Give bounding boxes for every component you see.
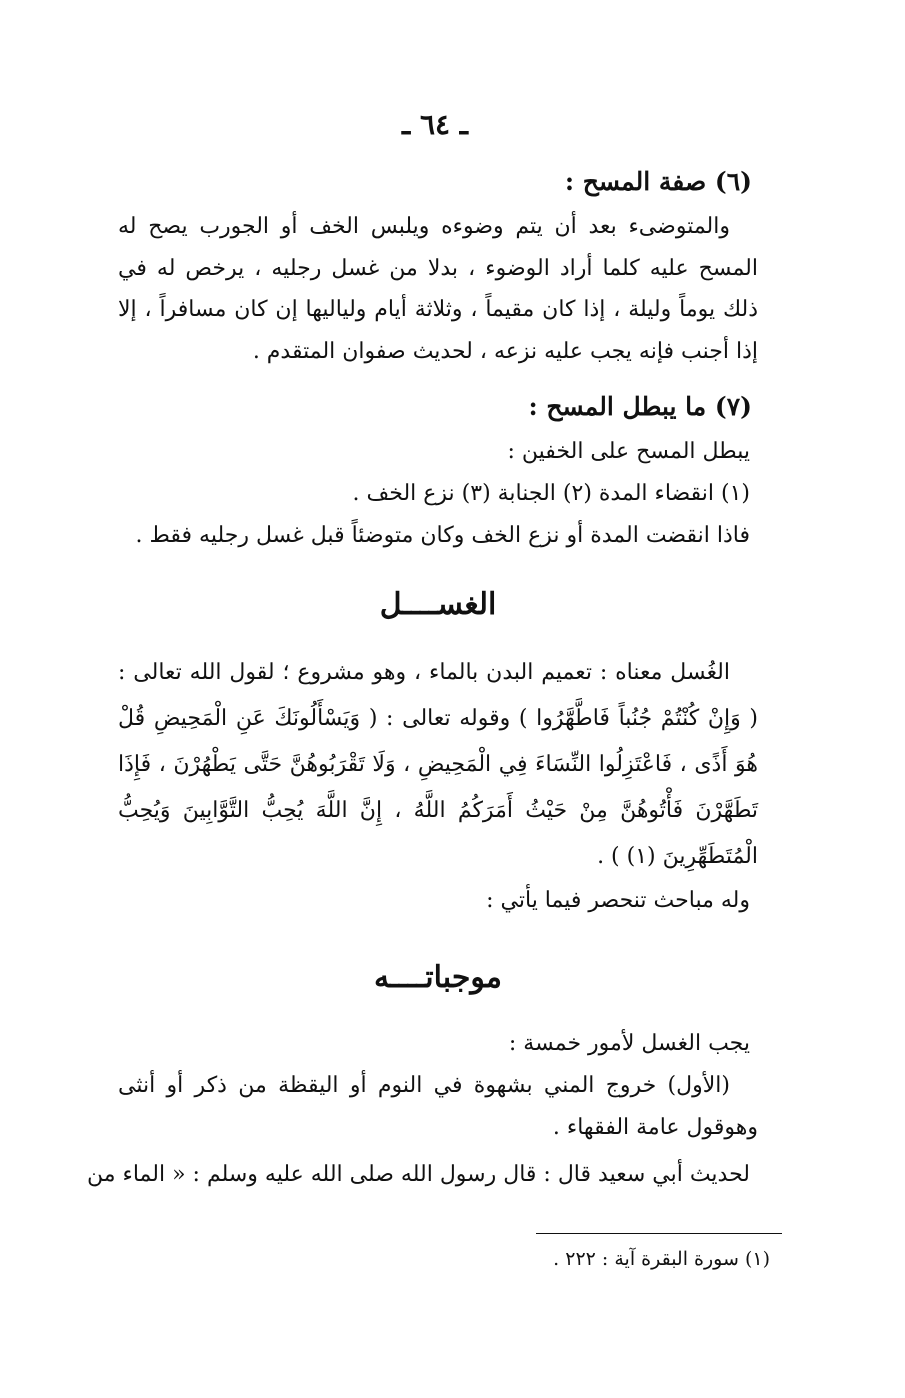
ghusl-heading: الغســــل xyxy=(379,587,497,622)
section-7-list: (١) انقضاء المدة (٢) الجنابة (٣) نزع الخف . xyxy=(352,481,750,506)
section-6-title: (٦) صفة المسح : xyxy=(564,167,752,196)
mujibat-hadith: لحديث أبي سعيد قال : قال رسول الله صلى الله عليه وسلم : « الماء من xyxy=(86,1162,750,1187)
mujibat-heading: موجباتــــه xyxy=(374,960,502,995)
footnote: (١) سورة البقرة آية : ٢٢٢ . xyxy=(553,1248,770,1270)
page-number: ـ ٦٤ ـ xyxy=(402,108,468,141)
document-page xyxy=(86,108,758,1196)
footnote-divider xyxy=(536,1233,782,1234)
section-7-paragraph: فاذا انقضت المدة أو نزع الخف وكان متوضئاً قبل غسل رجليه فقط . xyxy=(135,523,750,548)
section-7-intro: يبطل المسح على الخفين : xyxy=(507,439,750,464)
mujibat-intro: يجب الغسل لأمور خمسة : xyxy=(508,1031,750,1056)
mujibat-first: (الأول) خروج المني بشهوة في النوم أو اليقظة من ذكر أو أنثى وهوقول عامة الفقهاء . xyxy=(118,1073,758,1140)
section-7-title: (٧) ما يبطل المسح : xyxy=(528,392,752,421)
ghusl-paragraph: الغُسل معناه : تعميم البدن بالماء ، وهو مشروع ؛ لقول الله تعالى : ( وَإِنْ كُنْتُمْ جُنُباً فَاطَّهَّرُوا ) وقوله تعالى : ( وَيَسْأَلُونَكَ عَنِ الْمَحِيضِ قُلْ هُوَ أَذًى ، فَاعْتَزِلُوا النِّسَاءَ فِي الْمَحِيضِ ، وَلَا تَقْرَبُوهُنَّ حَتَّى يَطْهُرْنَ ، فَإِذَا تَطَهَّرْنَ فَأْتُوهُنَّ مِنْ حَيْثُ أَمَرَكُمُ اللَّهُ ، إِنَّ اللَّهَ يُحِبُّ التَّوَّابِينَ وَيُحِبُّ الْمُتَطَهِّرِينَ (١) ) . xyxy=(118,660,758,869)
ghusl-after-line: وله مباحث تنحصر فيما يأتي : xyxy=(486,888,750,913)
section-6-paragraph: والمتوضىء بعد أن يتم وضوءه ويلبس الخف أو الجورب يصح له المسح عليه كلما أراد الوضوء ، بدلا من غسل رجليه ، يرخص له في ذلك يوماً وليلة ، إذا كان مقيماً ، وثلاثة أيام ولياليها إن كان مسافراً ، إلا إذا أجنب فإنه يجب عليه نزعه ، لحديث صفوان المتقدم . xyxy=(118,214,758,364)
